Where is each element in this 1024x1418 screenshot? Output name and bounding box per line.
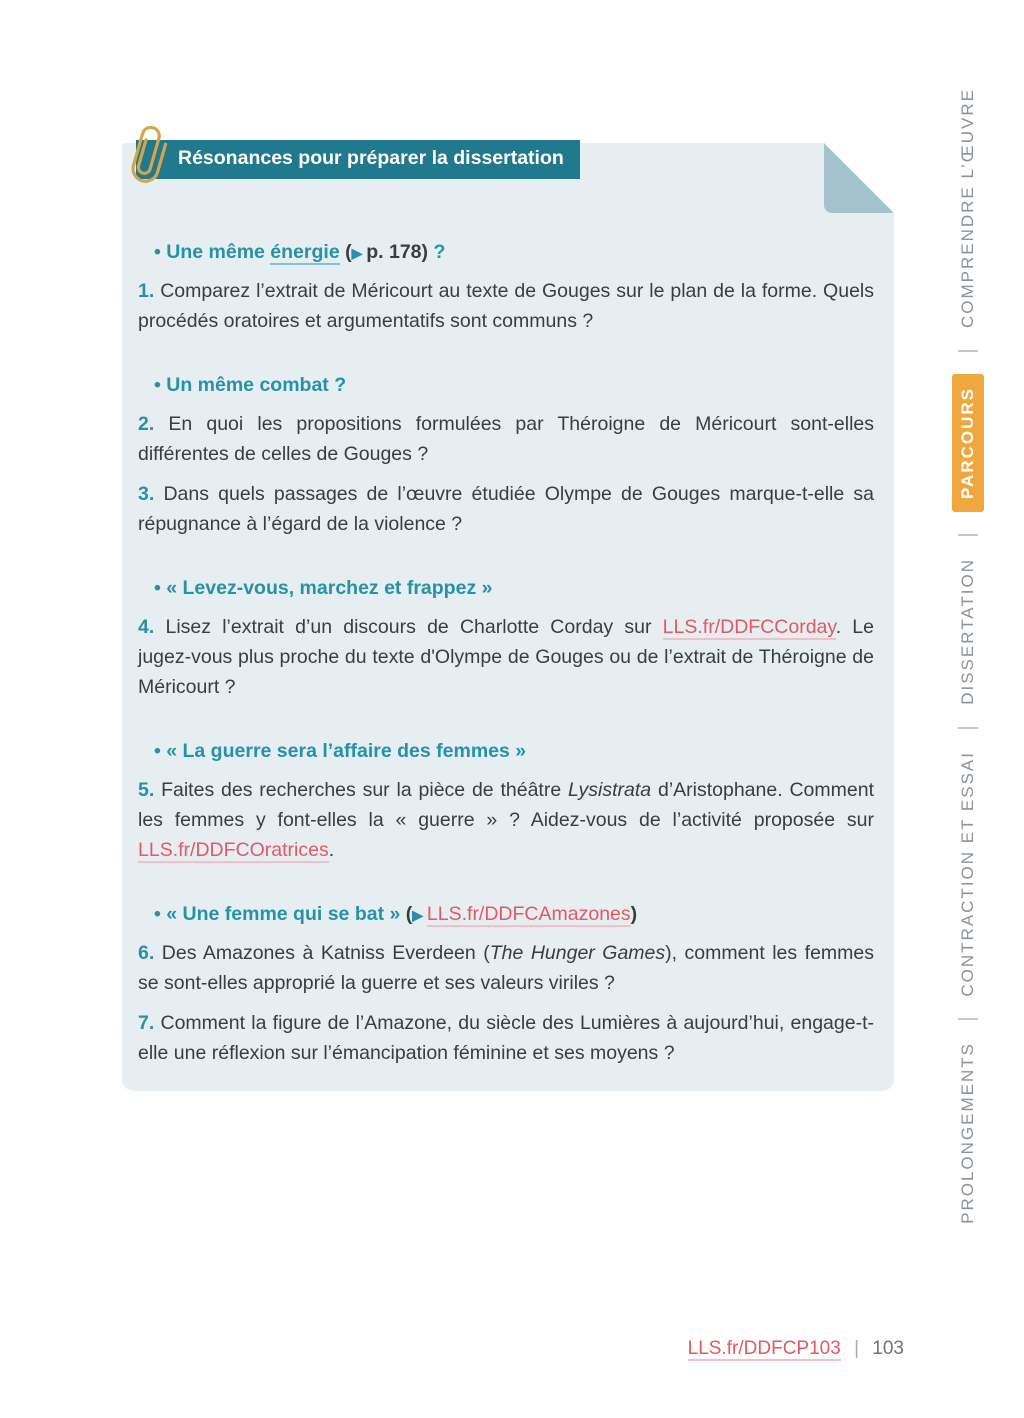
question-5: [138, 775, 874, 865]
question-number: 4.: [138, 616, 166, 638]
sidebar-divider: [958, 534, 978, 536]
ddfccorday-link[interactable]: LLS.fr/DDFCCorday: [662, 616, 836, 638]
question-number: 5.: [138, 779, 162, 801]
heading-text: Une même: [166, 241, 271, 263]
heading-text: ?: [433, 241, 446, 263]
question-7: [138, 1008, 874, 1068]
question-text: Lisez l’extrait d’un discours de Charlotte Corday sur: [165, 616, 663, 638]
section-un-meme-combat: [138, 374, 874, 539]
heading-text: « Une femme qui se bat »: [166, 903, 406, 925]
hunger-games-title: The Hunger Games: [489, 942, 666, 964]
question-text: ), comment les femmes se sont-elles approprié la guerre et ses valeurs viriles ?: [138, 942, 874, 994]
question-number: 7.: [138, 1012, 161, 1034]
question-text: .: [328, 839, 335, 861]
section-heading: [138, 577, 874, 600]
lysistrata-title: Lysistrata: [568, 779, 652, 801]
resonances-card: [122, 143, 894, 1091]
sidebar-item-comprendre-loeuvre[interactable]: COMPRENDRE L’ŒUVRE: [958, 88, 977, 329]
question-text: Comment la figure de l’Amazone, du siècle des Lumières à aujourd’hui, engage-t-elle une réflexion sur l’émancipation féminine et ses moyens ?: [138, 1012, 874, 1064]
section-heading: [138, 903, 874, 926]
sidebar-item-dissertation[interactable]: DISSERTATION: [958, 558, 977, 705]
heading-text: Un même combat ?: [166, 374, 347, 396]
sidebar-item-prolongements[interactable]: PROLONGEMENTS: [958, 1042, 977, 1225]
section-heading: [138, 241, 874, 264]
ddfcamazones-link[interactable]: LLS.fr/DDFCAmazones: [426, 903, 631, 925]
page-number: 103: [872, 1338, 904, 1359]
section-heading: [138, 740, 874, 763]
question-text: Comparez l’extrait de Méricourt au texte de Gouges sur le plan de la forme. Quels procédés oratoires et argumentatifs sont communs ?: [138, 280, 874, 332]
sidebar-divider: [958, 350, 978, 352]
heading-text: (: [405, 903, 413, 925]
question-text: En quoi les propositions formulées par Théroigne de Méricourt sont-elles différentes de celles de Gouges ?: [138, 413, 874, 465]
sidebar-divider: [958, 727, 978, 729]
heading-text: « La guerre sera l’affaire des femmes »: [166, 740, 527, 762]
heading-text: « Levez-vous, marchez et frappez »: [166, 577, 493, 599]
question-4: [138, 612, 874, 702]
question-number: 2.: [138, 413, 169, 435]
page-reference: p. 178): [366, 241, 434, 263]
question-number: 1.: [138, 280, 161, 302]
sidebar-item-contraction-et-essai[interactable]: CONTRACTION ET ESSAI: [958, 750, 977, 997]
bullet-icon: •: [154, 241, 167, 263]
section-levez-vous: [138, 577, 874, 702]
footer-link[interactable]: LLS.fr/DDFCP103: [687, 1338, 841, 1359]
banner-title: Résonances pour préparer la dissertation: [178, 147, 564, 169]
question-6: [138, 938, 874, 998]
question-2: [138, 409, 874, 469]
ddfcoratrices-link[interactable]: LLS.fr/DDFCOratrices: [138, 839, 329, 861]
heading-text: ): [630, 903, 638, 925]
paperclip-icon: [123, 122, 172, 195]
section-heading: [138, 374, 874, 397]
question-text: . Le jugez-vous plus proche du texte d'Olympe de Gouges ou de l’extrait de Théroigne de Méricourt ?: [138, 616, 875, 698]
question-text: Des Amazones à Katniss Everdeen (: [161, 942, 490, 964]
section-une-meme-energie: [138, 241, 874, 336]
question-3: [138, 479, 874, 539]
energie-link[interactable]: énergie: [270, 241, 340, 263]
arrow-icon: ▶: [351, 245, 367, 261]
question-text: Faites des recherches sur la pièce de théâtre: [161, 779, 569, 801]
heading-text: (: [345, 241, 352, 263]
chapter-sidebar: [946, 88, 990, 1224]
bullet-icon: •: [154, 374, 167, 396]
arrow-icon: ▶: [412, 907, 427, 923]
section-la-guerre: [138, 740, 874, 865]
question-text: d’Aristophane. Comment les femmes y font-elles la « guerre » ? Aidez-vous de l’activité proposée sur: [138, 779, 874, 831]
sidebar-item-parcours[interactable]: PARCOURS: [952, 374, 984, 512]
bullet-icon: •: [154, 903, 167, 925]
page-footer: [688, 1338, 904, 1360]
section-banner: [136, 140, 580, 179]
question-text: Dans quels passages de l’œuvre étudiée Olympe de Gouges marque-t-elle sa répugnance à l’égard de la violence ?: [138, 483, 874, 535]
sidebar-divider: [958, 1018, 978, 1020]
bullet-icon: •: [154, 740, 167, 762]
section-une-femme-qui-se-bat: [138, 903, 874, 1068]
bullet-icon: •: [154, 577, 167, 599]
question-number: 6.: [138, 942, 162, 964]
question-1: [138, 276, 874, 336]
footer-separator: |: [854, 1338, 860, 1359]
question-number: 3.: [138, 483, 164, 505]
